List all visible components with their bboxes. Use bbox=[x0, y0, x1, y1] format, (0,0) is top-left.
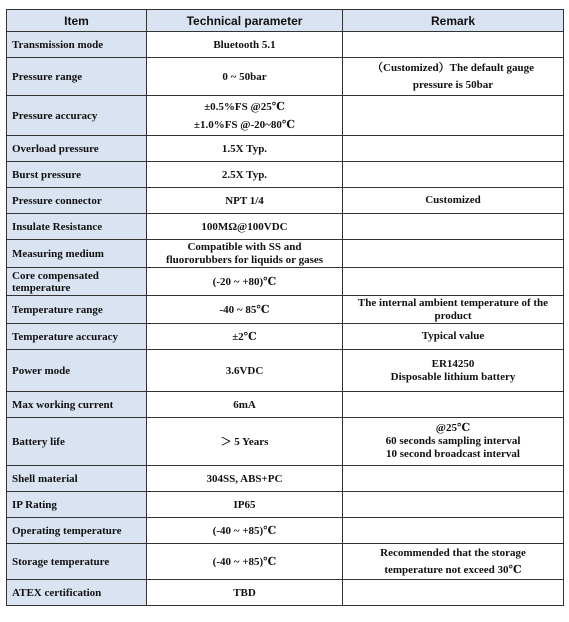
table-row bbox=[7, 240, 564, 268]
header-row bbox=[7, 10, 564, 32]
table-row bbox=[7, 214, 564, 240]
row-remark bbox=[343, 350, 564, 392]
row-parameter bbox=[147, 418, 343, 466]
parameter-line: 1.5X Typ. bbox=[221, 142, 268, 155]
row-item-label: Burst pressure bbox=[7, 162, 147, 188]
row-parameter bbox=[147, 324, 343, 350]
table-row bbox=[7, 268, 564, 296]
row-parameter bbox=[147, 466, 343, 492]
row-item-label: Insulate Resistance bbox=[7, 214, 147, 240]
parameter-line: NPT 1/4 bbox=[225, 194, 264, 207]
parameter-line: 2.5X Typ. bbox=[221, 168, 268, 181]
table-row bbox=[7, 580, 564, 606]
row-item-label: IP Rating bbox=[7, 492, 147, 518]
remark-line: temperature not exceed 30℃ bbox=[384, 563, 522, 576]
remark-line: 60 seconds sampling interval bbox=[385, 435, 521, 447]
remark-line: Recommended that the storage bbox=[380, 546, 526, 559]
row-parameter bbox=[147, 518, 343, 544]
table-row bbox=[7, 350, 564, 392]
table-row bbox=[7, 136, 564, 162]
row-parameter bbox=[147, 188, 343, 214]
row-parameter bbox=[147, 350, 343, 392]
row-parameter bbox=[147, 58, 343, 96]
row-item-label: Shell material bbox=[7, 466, 147, 492]
remark-line: ER14250 bbox=[431, 357, 475, 370]
parameter-line: IP65 bbox=[233, 498, 256, 511]
row-parameter bbox=[147, 162, 343, 188]
row-parameter bbox=[147, 96, 343, 136]
parameter-line: TBD bbox=[233, 586, 256, 599]
remark-line: The internal ambient temperature of the bbox=[357, 296, 549, 309]
row-remark bbox=[343, 466, 564, 492]
row-remark bbox=[343, 418, 564, 466]
row-parameter bbox=[147, 268, 343, 296]
row-item-label: ATEX certification bbox=[7, 580, 147, 606]
parameter-line: (-40 ~ +85)℃ bbox=[212, 524, 277, 537]
table-row bbox=[7, 296, 564, 324]
row-remark bbox=[343, 58, 564, 96]
row-remark bbox=[343, 96, 564, 136]
row-item-label: Core compensated temperature bbox=[7, 268, 147, 296]
row-remark bbox=[343, 492, 564, 518]
row-item-label: Storage temperature bbox=[7, 544, 147, 580]
table-row bbox=[7, 32, 564, 58]
header-remark: Remark bbox=[343, 10, 564, 32]
row-remark bbox=[343, 268, 564, 296]
remark-line: pressure is 50bar bbox=[412, 78, 494, 91]
parameter-line: Bluetooth 5.1 bbox=[213, 38, 276, 51]
parameter-line: (-20 ~ +80)℃ bbox=[212, 275, 277, 288]
row-remark bbox=[343, 324, 564, 350]
parameter-line: -40 ~ 85℃ bbox=[219, 303, 270, 316]
parameter-line: 6mA bbox=[233, 398, 256, 411]
row-item-label: Pressure range bbox=[7, 58, 147, 96]
row-remark bbox=[343, 136, 564, 162]
row-parameter bbox=[147, 214, 343, 240]
row-item-label: Overload pressure bbox=[7, 136, 147, 162]
remark-line: Customized bbox=[425, 194, 481, 206]
spec-table bbox=[6, 9, 564, 606]
table-row bbox=[7, 392, 564, 418]
row-parameter bbox=[147, 544, 343, 580]
row-remark bbox=[343, 32, 564, 58]
table-row bbox=[7, 544, 564, 580]
row-parameter bbox=[147, 136, 343, 162]
row-item-label: Pressure connector bbox=[7, 188, 147, 214]
table-row bbox=[7, 466, 564, 492]
remark-line: 10 second broadcast interval bbox=[386, 448, 520, 460]
table-row bbox=[7, 418, 564, 466]
parameter-line: ±2℃ bbox=[232, 330, 257, 343]
remark-line: product bbox=[434, 309, 472, 322]
parameter-line: (-40 ~ +85)℃ bbox=[212, 555, 277, 568]
parameter-line: 3.6VDC bbox=[225, 364, 264, 377]
row-remark bbox=[343, 392, 564, 418]
row-remark bbox=[343, 188, 564, 214]
parameter-line: ±1.0%FS @-20~80℃ bbox=[193, 118, 296, 131]
row-item-label: Max working current bbox=[7, 392, 147, 418]
parameter-line: Compatible with SS and bbox=[187, 240, 302, 253]
table-row bbox=[7, 58, 564, 96]
row-remark bbox=[343, 518, 564, 544]
parameter-line: fluororubbers for liquids or gases bbox=[165, 253, 324, 266]
row-remark bbox=[343, 296, 564, 324]
row-parameter bbox=[147, 492, 343, 518]
remark-line: @25℃ bbox=[435, 422, 471, 434]
table-row bbox=[7, 188, 564, 214]
row-item-label: Temperature range bbox=[7, 296, 147, 324]
header-item: Item bbox=[7, 10, 147, 32]
table-row bbox=[7, 162, 564, 188]
header-parameter: Technical parameter bbox=[147, 10, 343, 32]
row-item-label: Pressure accuracy bbox=[7, 96, 147, 136]
row-parameter bbox=[147, 392, 343, 418]
row-parameter bbox=[147, 240, 343, 268]
row-parameter bbox=[147, 32, 343, 58]
parameter-line: 304SS, ABS+PC bbox=[206, 472, 283, 485]
spec-body bbox=[7, 32, 564, 606]
parameter-line: ±0.5%FS @25℃ bbox=[204, 100, 285, 113]
remark-line: Typical value bbox=[421, 330, 485, 342]
remark-line: （Customized）The default gauge bbox=[372, 61, 534, 74]
row-remark bbox=[343, 214, 564, 240]
row-parameter bbox=[147, 580, 343, 606]
remark-line: Disposable lithium battery bbox=[390, 370, 516, 383]
row-item-label: Power mode bbox=[7, 350, 147, 392]
row-item-label: Transmission mode bbox=[7, 32, 147, 58]
table-row bbox=[7, 324, 564, 350]
row-remark bbox=[343, 544, 564, 580]
parameter-line: 100MΩ@100VDC bbox=[201, 220, 288, 233]
row-remark bbox=[343, 240, 564, 268]
row-item-label: Temperature accuracy bbox=[7, 324, 147, 350]
parameter-line: ＞ 5 Years bbox=[220, 435, 269, 448]
row-remark bbox=[343, 162, 564, 188]
row-item-label: Measuring medium bbox=[7, 240, 147, 268]
row-item-label: Battery life bbox=[7, 418, 147, 466]
row-item-label: Operating temperature bbox=[7, 518, 147, 544]
row-remark bbox=[343, 580, 564, 606]
row-parameter bbox=[147, 296, 343, 324]
parameter-line: 0 ~ 50bar bbox=[222, 70, 267, 83]
table-row bbox=[7, 492, 564, 518]
table-row bbox=[7, 96, 564, 136]
table-row bbox=[7, 518, 564, 544]
